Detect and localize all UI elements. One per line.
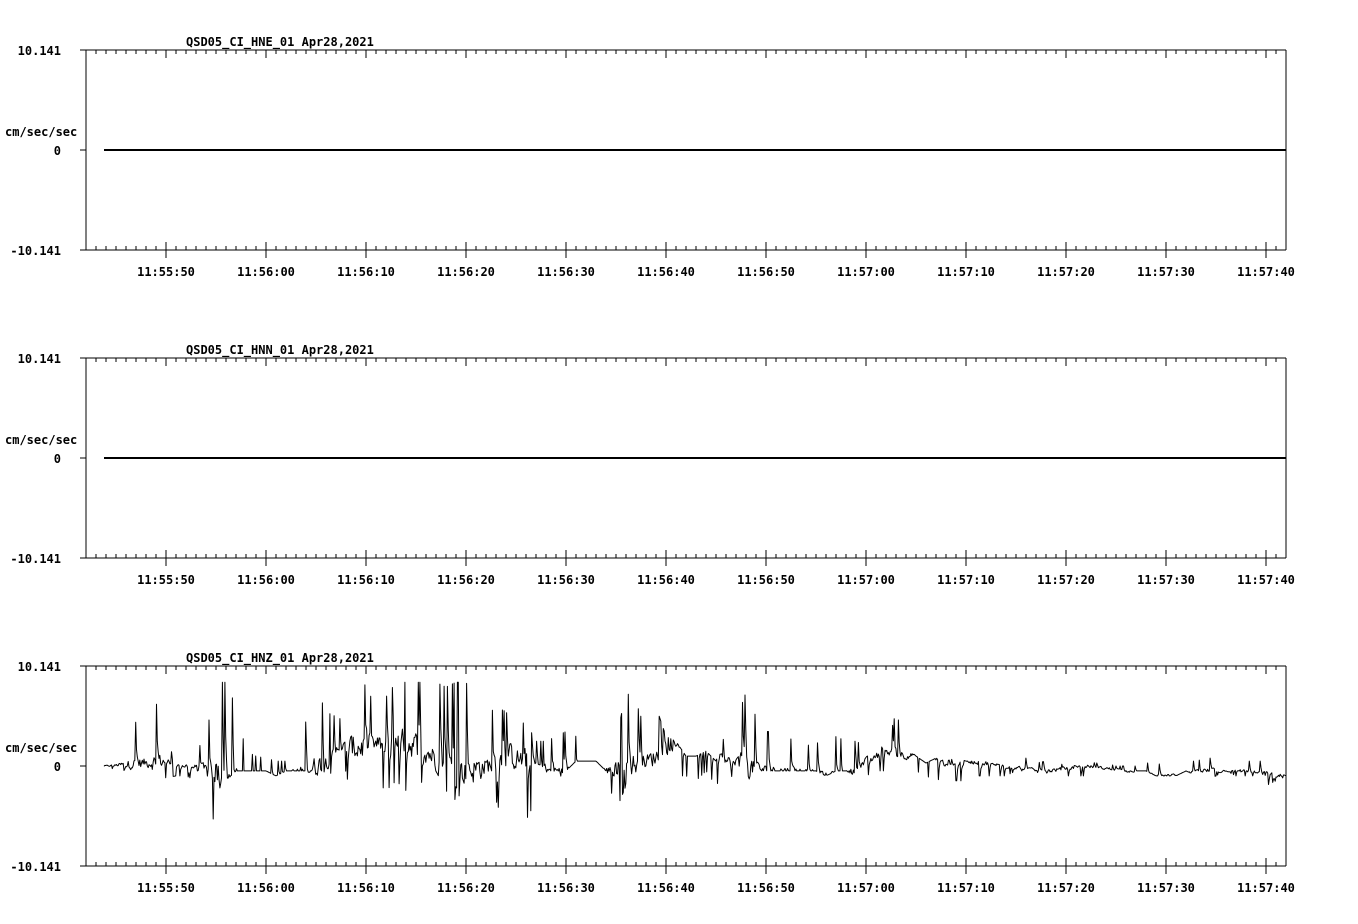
x-tick-label: 11:56:50 (737, 265, 795, 279)
x-tick-label: 11:56:40 (637, 265, 695, 279)
y-tick-label: -10.141 (10, 244, 61, 258)
x-tick-label: 11:56:20 (437, 265, 495, 279)
x-tick-label: 11:57:40 (1237, 573, 1295, 587)
x-tick-label: 11:57:00 (837, 881, 895, 895)
x-tick-label: 11:55:50 (137, 573, 195, 587)
x-tick-label: 11:56:30 (537, 881, 595, 895)
x-tick-label: 11:56:10 (337, 265, 395, 279)
x-tick-label: 11:56:40 (637, 573, 695, 587)
y-axis-label: cm/sec/sec (5, 433, 78, 447)
x-tick-label: 11:56:50 (737, 573, 795, 587)
seismogram-panel-2 (5, 343, 1295, 587)
x-tick-label: 11:56:50 (737, 881, 795, 895)
x-tick-label: 11:57:40 (1237, 881, 1295, 895)
seismogram-panel-3 (5, 651, 1295, 895)
x-tick-label: 11:56:00 (237, 573, 295, 587)
panel-title: QSD05_CI_HNZ_01 Apr28,2021 (186, 651, 374, 665)
x-tick-label: 11:57:40 (1237, 265, 1295, 279)
x-tick-label: 11:56:20 (437, 881, 495, 895)
x-tick-label: 11:57:20 (1037, 265, 1095, 279)
x-tick-label: 11:57:30 (1137, 265, 1195, 279)
y-tick-label: 0 (53, 144, 61, 158)
x-tick-label: 11:55:50 (137, 881, 195, 895)
panel-title: QSD05_CI_HNE_01 Apr28,2021 (186, 35, 374, 49)
x-tick-label: 11:57:10 (937, 573, 995, 587)
x-tick-label: 11:57:00 (837, 265, 895, 279)
waveform-trace (104, 682, 1286, 819)
x-tick-label: 11:56:20 (437, 573, 495, 587)
y-tick-label: 0 (53, 760, 61, 774)
x-tick-label: 11:57:30 (1137, 881, 1195, 895)
x-tick-label: 11:56:30 (537, 265, 595, 279)
x-tick-label: 11:57:20 (1037, 881, 1095, 895)
x-tick-label: 11:57:10 (937, 881, 995, 895)
x-tick-label: 11:57:30 (1137, 573, 1195, 587)
y-tick-label: -10.141 (10, 552, 61, 566)
x-tick-label: 11:55:50 (137, 265, 195, 279)
y-tick-label: -10.141 (10, 860, 61, 874)
y-axis-label: cm/sec/sec (5, 125, 78, 139)
seismogram-panel-1 (5, 35, 1295, 279)
x-tick-label: 11:56:10 (337, 573, 395, 587)
x-tick-label: 11:56:40 (637, 881, 695, 895)
y-tick-label: 10.141 (17, 44, 61, 58)
x-tick-label: 11:56:00 (237, 265, 295, 279)
x-tick-label: 11:56:00 (237, 881, 295, 895)
x-tick-label: 11:57:00 (837, 573, 895, 587)
y-tick-label: 10.141 (17, 660, 61, 674)
y-axis-label: cm/sec/sec (5, 741, 78, 755)
x-tick-label: 11:57:10 (937, 265, 995, 279)
x-tick-label: 11:56:30 (537, 573, 595, 587)
x-tick-label: 11:57:20 (1037, 573, 1095, 587)
panel-title: QSD05_CI_HNN_01 Apr28,2021 (186, 343, 374, 357)
x-tick-label: 11:56:10 (337, 881, 395, 895)
y-tick-label: 10.141 (17, 352, 61, 366)
y-tick-label: 0 (53, 452, 61, 466)
